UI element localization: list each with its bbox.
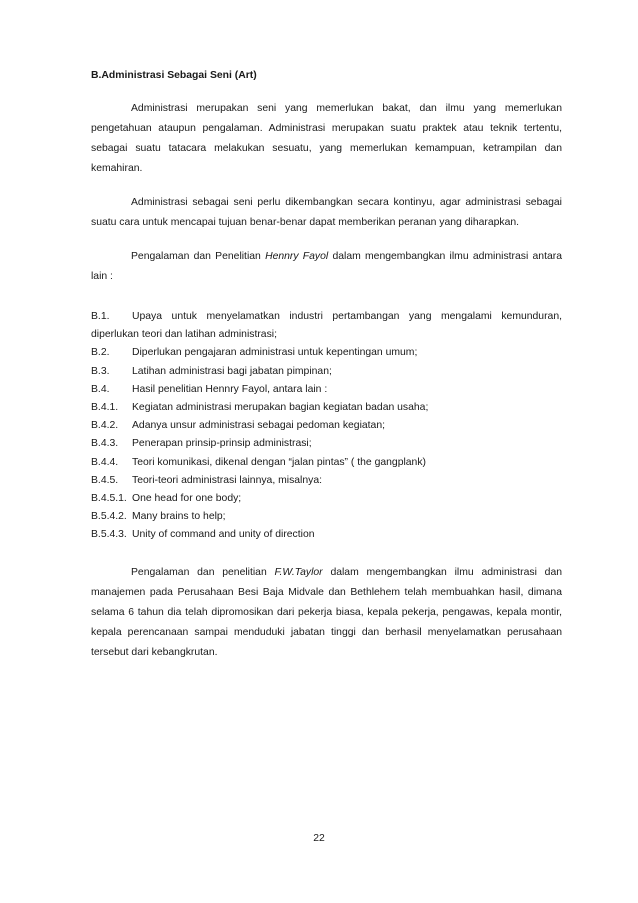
list-item [91, 526, 562, 544]
list-item-text: Adanya unsur administrasi sebagai pedoman kegiatan; [132, 420, 385, 432]
list-item [91, 435, 562, 453]
list-item-number: B.4.1. [91, 401, 119, 413]
paragraph-taylor [91, 563, 562, 663]
list-item-text: Kegiatan administrasi merupakan bagian kegiatan badan usaha; [132, 401, 429, 413]
list-item [91, 454, 562, 472]
list-item-number: B.4.5. [91, 474, 119, 486]
list-item-text: One head for one body; [132, 492, 242, 504]
numbered-list [91, 308, 562, 544]
list-item [91, 381, 562, 399]
list-item-text: Diperlukan pengajaran administrasi untuk kepentingan umum; [132, 347, 418, 359]
paragraph-taylor-rest: dalam mengembangkan ilmu administrasi dan manajemen pada Perusahaan Besi Baja Midvale dan Bethlehem telah membuahkan hasil, dimana selama 6 tahun dia telah dipromosikan dari pekerja biasa, kepala pekerja, pengawas, kepala montir, kepala perencanaan sampai menduduki jabatan tinggi dan berhasil menyelamatkan perusahaan tersebut dari kebangkrutan. [91, 567, 562, 658]
list-item-text: Upaya untuk menyelamatkan industri pertambangan yang mengalami kemunduran, [132, 311, 562, 322]
list-item-number: B.5.4.2. [91, 511, 127, 523]
fayol-name: Hennry Fayol [265, 251, 329, 262]
list-item-text: Teori komunikasi, dikenal dengan “jalan pintas” ( the gangplank) [132, 456, 426, 468]
list-item-number: B.4.5.1. [91, 492, 127, 504]
paragraph-dikembangkan: Administrasi sebagai seni perlu dikembangkan secara kontinyu, agar administrasi sebagai suatu cara untuk mencapai tujuan benar-benar dapat memberikan peranan yang diharapkan. [91, 197, 562, 228]
list-item [91, 472, 562, 490]
list-item-text: Hasil penelitian Hennry Fayol, antara lain : [132, 383, 328, 395]
paragraph-fayol [91, 247, 562, 287]
list-item-number: B.4.3. [91, 438, 119, 450]
page-number: 22 [313, 833, 325, 844]
list-item-text: Teori-teori administrasi lainnya, misalnya: [132, 474, 322, 486]
list-item-number: B.4. [91, 383, 110, 395]
list-item-text: Many brains to help; [132, 511, 226, 523]
section-heading: B.Administrasi Sebagai Seni (Art) [91, 70, 257, 81]
list-item-number: B.4.2. [91, 420, 119, 432]
list-item [91, 417, 562, 435]
paragraph-taylor-intro: Pengalaman dan penelitian [131, 567, 275, 578]
list-item-number: B.2. [91, 347, 110, 359]
list-item [91, 490, 562, 508]
list-item-number: B.5.4.3. [91, 529, 127, 541]
list-item-text-continued: diperlukan teori dan latihan administrasi; [91, 329, 277, 341]
paragraph-fayol-rest: dalam mengembangkan ilmu administrasi antara lain : [91, 251, 562, 282]
taylor-name: F.W.Taylor [274, 567, 323, 578]
list-item-number: B.4.4. [91, 456, 119, 468]
list-item-number: B.3. [91, 365, 110, 377]
list-item [91, 308, 562, 344]
list-item [91, 344, 562, 362]
list-item [91, 508, 562, 526]
list-item-text: Unity of command and unity of direction [132, 529, 315, 541]
list-item [91, 363, 562, 381]
list-item-number: B.1. [91, 311, 110, 322]
paragraph-administrasi-seni: Administrasi merupakan seni yang memerlukan bakat, dan ilmu yang memerlukan pengetahuan ataupun pengalaman. Administrasi merupakan suatu praktek atau teknik tertentu, sebagai suatu tatacara melakukan sesuatu, yang memerlukan kemampuan, ketrampilan dan kemahiran. [91, 103, 562, 174]
list-item-text: Penerapan prinsip-prinsip administrasi; [132, 438, 312, 450]
list-item [91, 399, 562, 417]
paragraph-fayol-intro: Pengalaman dan Penelitian [131, 251, 266, 262]
list-item-text: Latihan administrasi bagi jabatan pimpinan; [132, 365, 332, 377]
